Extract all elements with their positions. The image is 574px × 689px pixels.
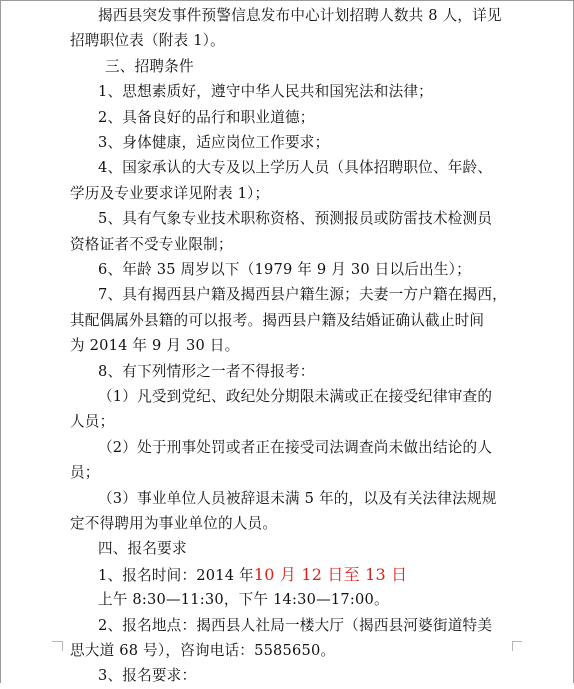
- line-text: 1、思想素质好，遵守中华人民共和国宪法和法律；: [98, 83, 433, 101]
- line-text: 3、报名要求：: [98, 667, 197, 685]
- document-line: [0, 613, 574, 639]
- document-line: [0, 155, 574, 181]
- line-text: 人员；: [70, 413, 115, 431]
- document-line: [0, 333, 574, 359]
- line-text: 定不得聘用为事业单位的人员。: [70, 515, 278, 532]
- line-text: 6、年龄 35 周岁以下（1979 年 9 月 30 日以后出生）；: [98, 261, 471, 278]
- document-line: [0, 511, 574, 537]
- line-text: 揭西县突发事件预警信息发布中心计划招聘人数共 8 人，详见: [98, 7, 502, 24]
- line-text: 7、具有揭西县户籍及揭西县户籍生源；夫妻一方户籍在揭西，: [98, 286, 507, 304]
- line-text: 四、报名要求: [98, 540, 187, 558]
- line-text: 5、具有气象专业技术职称资格、预测报员或防雷技术检测员: [98, 210, 493, 228]
- document-line: [0, 79, 574, 105]
- highlighted-date: 10 月 12 日至 13 日: [253, 564, 408, 584]
- line-text: 2、报名地点：揭西县人社局一楼大厅（揭西县河婆街道特美: [98, 616, 493, 634]
- document-line: [0, 206, 574, 232]
- document-line: [0, 54, 574, 80]
- document-line: [0, 384, 574, 410]
- document-line: [0, 486, 574, 512]
- document-line: [0, 562, 574, 589]
- document-line: [0, 282, 574, 308]
- document-line: [0, 28, 574, 54]
- document-line: [0, 409, 574, 435]
- document-line: [0, 435, 574, 461]
- line-text: 2、具备良好的品行和职业道德；: [98, 108, 315, 126]
- document-line: [0, 536, 574, 562]
- document-line: [0, 3, 574, 29]
- document-line: [0, 308, 574, 334]
- line-text: 3、身体健康，适应岗位工作要求；: [98, 134, 330, 151]
- document-line: [0, 460, 574, 486]
- line-text: 思大道 68 号），咨询电话：5585650。: [70, 642, 336, 659]
- document-line: [0, 105, 574, 131]
- line-text: （2）处于刑事处罚或者正在接受司法调查尚未做出结论的人: [98, 438, 493, 456]
- line-text: 三、招聘条件: [105, 57, 194, 75]
- line-text: 员；: [70, 464, 100, 482]
- document-line: [0, 257, 574, 283]
- document-line: [0, 181, 574, 207]
- line-text: 1、报名时间：2014 年: [98, 566, 254, 584]
- document-line: [0, 359, 574, 385]
- document-line: [0, 663, 574, 689]
- document-line: [0, 130, 574, 156]
- line-text: 学历及专业要求详见附表 1）；: [70, 184, 270, 202]
- line-text: 4、国家承认的大专及以上学历人员（具体招聘职位、年龄、: [98, 159, 493, 177]
- line-text: 为 2014 年 9 月 30 日。: [70, 337, 240, 355]
- line-text: （3）事业单位人员被辞退未满 5 年的，以及有关法律法规规: [98, 489, 497, 507]
- line-text: （1）凡受到党纪、政纪处分期限未满或正在接受纪律审查的: [98, 388, 493, 405]
- document-line: [0, 232, 574, 258]
- line-text: 上午 8:30—11:30，下午 14:30—17:00。: [98, 591, 389, 609]
- page-border-top: [0, 0, 574, 1]
- line-text: 资格证者不受专业限制；: [70, 235, 233, 253]
- line-text: 招聘职位表（附表 1）。: [70, 32, 225, 50]
- document-line: [0, 638, 574, 664]
- line-text: 其配偶属外县籍的可以报考。揭西县户籍及结婚证确认截止时间: [70, 311, 485, 329]
- document-line: [0, 587, 574, 613]
- line-text: 8、有下列情形之一者不得报考：: [98, 362, 315, 380]
